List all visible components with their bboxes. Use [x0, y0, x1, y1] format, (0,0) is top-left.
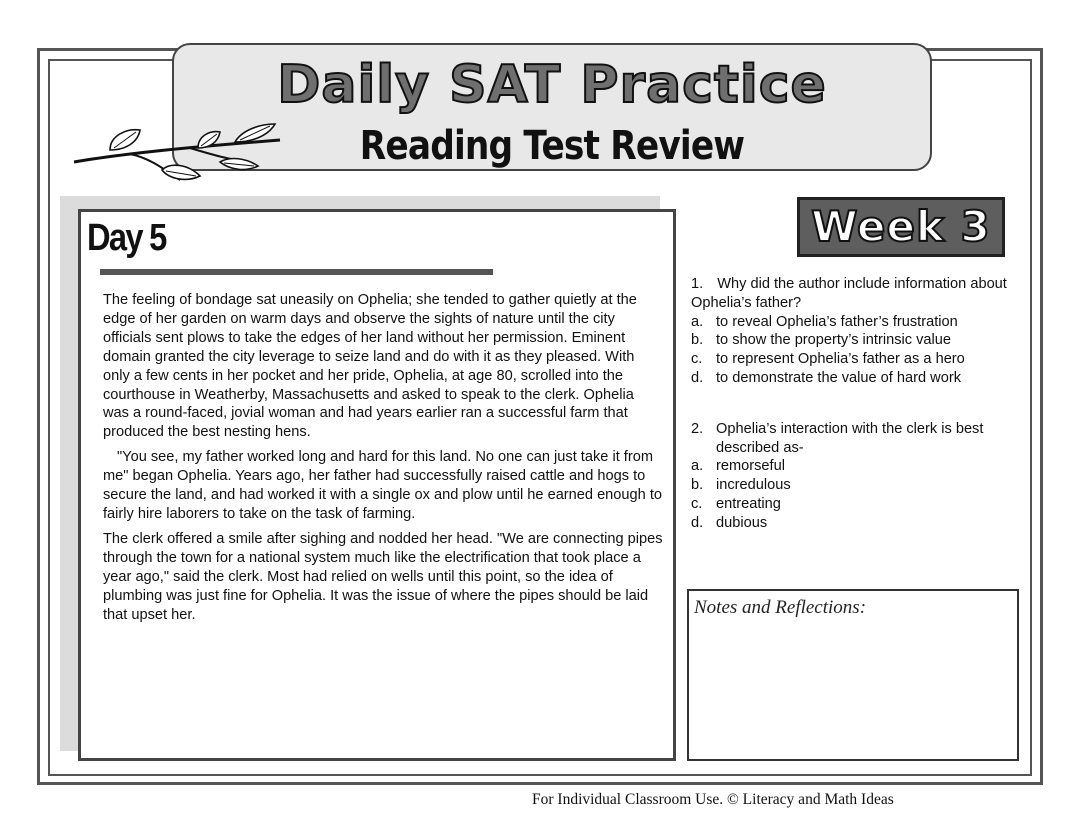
- passage-paragraph: The feeling of bondage sat uneasily on Ophelia; she tended to gather quietly at the edge of her garden on warm days and observe the sights of nature until the city officials sent plows to take the edges of her land without her permission. Eminent domain granted the city leverage to seize land and do with it as they pleased. With only a few cents in her pocket and her pride, Ophelia, at age 80, scrolled into the courthouse in Weatherby, Massachusetts and asked to speak to the clerk. Ophelia was a round-faced, jovial woman and had years earlier ran a successful farm that produced the best nesting hens.: [103, 292, 637, 441]
- option-text: incredulous: [716, 477, 791, 494]
- passage-box: [78, 209, 676, 761]
- option-text: to represent Ophelia’s father as a hero: [716, 351, 965, 368]
- option-letter: a.: [691, 313, 704, 330]
- question-number: 1.: [691, 276, 704, 292]
- question-stem: [691, 420, 1031, 458]
- answer-option[interactable]: [691, 313, 1031, 332]
- leafy-branch-icon: [70, 118, 285, 190]
- passage-paragraph: "You see, my father worked long and hard for this land. No one can just take it from me" began Ophelia. Years ago, her father had successfully raised cattle and hogs to secure the land, and had worked it with a single ox and plow until he earned enough to fairly hire laborers to take on the task of farming.: [103, 449, 662, 522]
- footer-copyright: For Individual Classroom Use. © Literacy and Math Ideas: [532, 791, 894, 808]
- question-2: [691, 420, 1031, 533]
- option-letter: c.: [691, 351, 703, 368]
- question-text: Why did the author include information about Ophelia’s father?: [691, 276, 1007, 311]
- answer-option[interactable]: [691, 350, 1031, 369]
- notes-box[interactable]: [687, 589, 1019, 761]
- day-title: Day 5: [87, 217, 166, 259]
- notes-label: Notes and Reflections:: [694, 597, 867, 618]
- week-label: Week 3: [811, 202, 991, 251]
- question-number: 2.: [691, 420, 704, 437]
- answer-option[interactable]: [691, 514, 1031, 533]
- page-title: Daily SAT Practice: [277, 55, 827, 115]
- option-text: to reveal Ophelia’s father’s frustration: [716, 313, 958, 330]
- title-underline: [100, 269, 493, 275]
- option-text: to demonstrate the value of hard work: [716, 369, 961, 386]
- question-1: [691, 275, 1031, 388]
- option-letter: b.: [691, 477, 704, 494]
- page-subtitle: Reading Test Review: [359, 123, 745, 169]
- option-text: entreating: [716, 495, 781, 512]
- answer-option[interactable]: [691, 476, 1031, 495]
- option-letter: d.: [691, 369, 704, 386]
- question-text: Ophelia’s interaction with the clerk is best described as-: [716, 420, 984, 456]
- answer-option[interactable]: [691, 369, 1031, 388]
- option-text: to show the property’s intrinsic value: [716, 332, 951, 349]
- passage-text: [103, 291, 663, 630]
- answer-option[interactable]: [691, 457, 1031, 476]
- option-letter: c.: [691, 495, 703, 512]
- passage-paragraph: The clerk offered a smile after sighing and nodded her head. "We are connecting pipes through the town for a national system much like the electrification that took place a year ago," said the clerk. Most had relied on wells until this point, so the idea of plumbing was just fine for Ophelia. It was the issue of where the pipes should be laid that upset her.: [103, 530, 663, 623]
- option-letter: d.: [691, 514, 704, 531]
- option-letter: a.: [691, 458, 704, 475]
- week-badge: [797, 197, 1005, 257]
- answer-option[interactable]: [691, 495, 1031, 514]
- header-panel: [172, 43, 932, 171]
- answer-option[interactable]: [691, 331, 1031, 350]
- option-letter: b.: [691, 332, 704, 349]
- question-list: [691, 275, 1031, 563]
- option-text: dubious: [716, 514, 768, 531]
- question-stem: [691, 275, 1031, 313]
- option-text: remorseful: [716, 458, 785, 475]
